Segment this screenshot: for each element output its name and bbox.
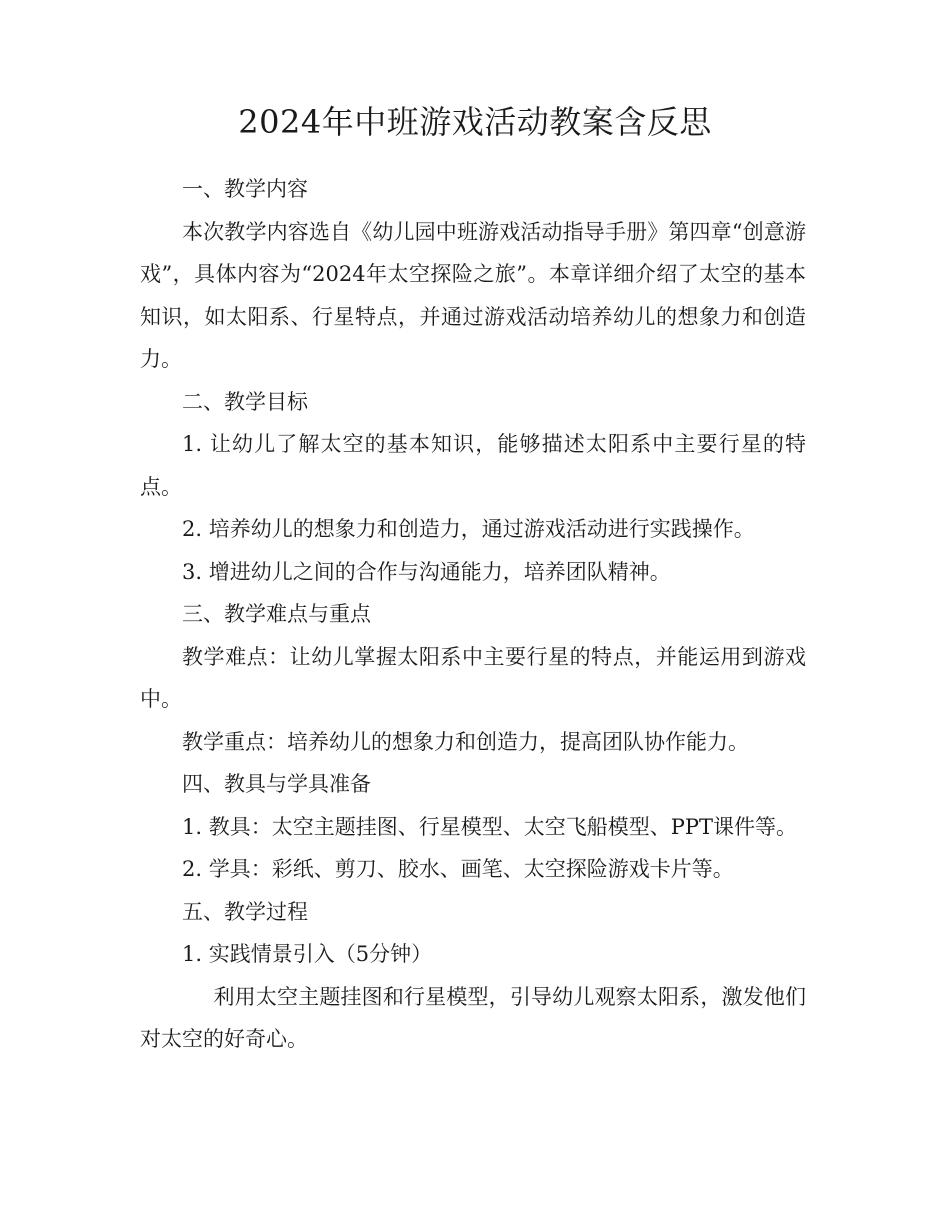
document-body — [140, 168, 806, 1061]
document-title: 2024年中班游戏活动教案含反思 — [238, 103, 712, 141]
section-heading-teaching-goals: 二、教学目标 — [182, 389, 308, 414]
section-heading-process: 五、教学过程 — [182, 899, 308, 924]
paragraph-teaching-content: 本次教学内容选自《幼儿园中班游戏活动指导手册》第四章“创意游戏”，具体内容为“2024年太空探险之旅”。本章详细介绍了太空的基本知识，如太阳系、行星特点，并通过游戏活动培养幼儿的想象力和创造力。 — [140, 219, 806, 371]
section-heading-difficulties: 三、教学难点与重点 — [182, 602, 371, 626]
section-heading-teaching-content: 一、教学内容 — [182, 177, 308, 201]
goal-item-1: 1. 让幼儿了解太空的基本知识，能够描述太阳系中主要行星的特点。 — [140, 432, 806, 499]
paragraph-key-point: 教学重点：培养幼儿的想象力和创造力，提高团队协作能力。 — [182, 729, 749, 754]
materials-item-1: 1. 教具：太空主题挂图、行星模型、太空飞船模型、PPT课件等。 — [182, 814, 797, 839]
section-heading-materials: 四、教具与学具准备 — [182, 772, 371, 796]
process-step-1-description: 利用太空主题挂图和行星模型，引导幼儿观察太阳系，激发他们对太空的好奇心。 — [140, 984, 806, 1051]
goal-item-2: 2. 培养幼儿的想象力和创造力，通过游戏活动进行实践操作。 — [182, 517, 755, 541]
materials-item-2: 2. 学具：彩纸、剪刀、胶水、画笔、太空探险游戏卡片等。 — [182, 857, 734, 881]
process-step-1: 1. 实践情景引入（5分钟） — [182, 942, 433, 966]
goal-item-3: 3. 增进幼儿之间的合作与沟通能力，培养团队精神。 — [182, 559, 671, 584]
paragraph-difficulty: 教学难点：让幼儿掌握太阳系中主要行星的特点，并能运用到游戏中。 — [140, 644, 806, 711]
